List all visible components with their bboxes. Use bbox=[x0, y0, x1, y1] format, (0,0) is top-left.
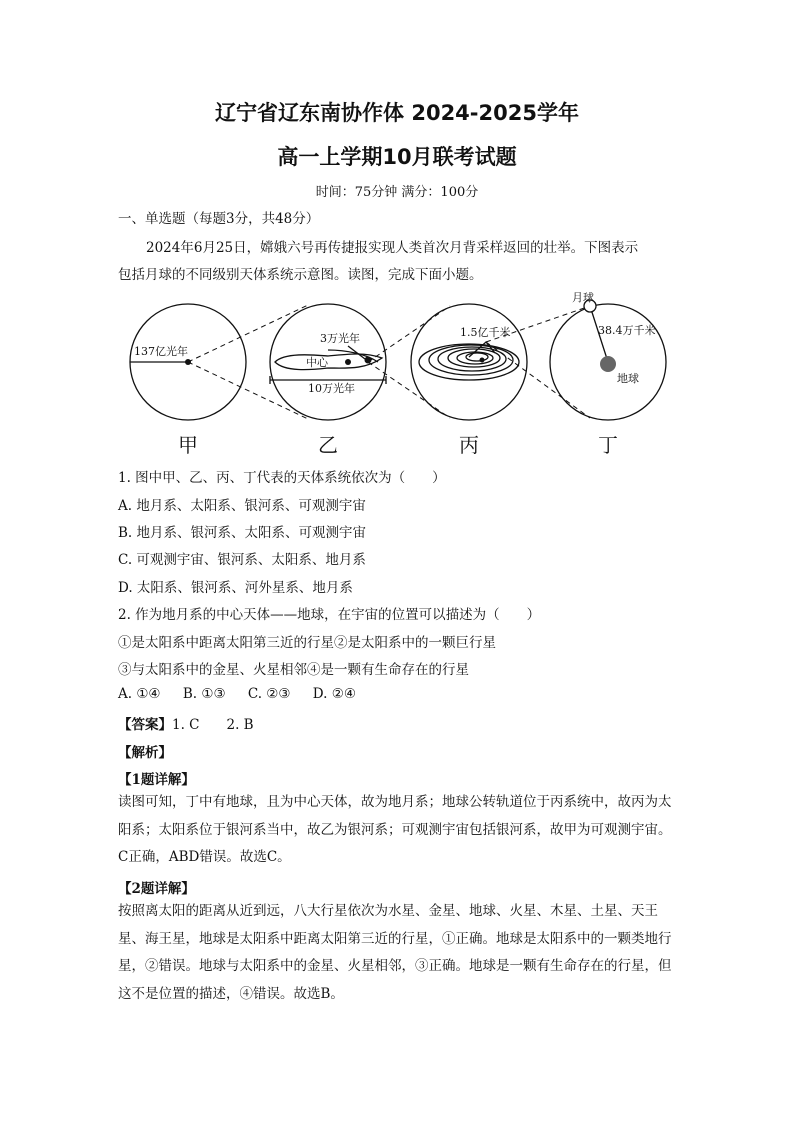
intro-line-1: 2024年6月25日，嫦娥六号再传捷报实现人类首次月背采样返回的壮举。下图表示 bbox=[146, 240, 639, 256]
q2-option-d: D. ②④ bbox=[312, 686, 356, 702]
q1-option-c: C. 可观测宇宙、银河系、太阳系、地月系 bbox=[118, 552, 366, 568]
detail-1-label: 【1题详解】 bbox=[118, 772, 195, 788]
bing-dist-label: 1.5亿千米 bbox=[460, 326, 511, 339]
q2-options bbox=[118, 686, 374, 702]
section-heading: 一、单选题（每题3分，共48分） bbox=[118, 211, 320, 227]
answer-text: 1. C 2. B bbox=[172, 717, 254, 733]
q2-option-a: A. ①④ bbox=[118, 686, 161, 702]
celestial-systems-diagram bbox=[120, 292, 672, 460]
yi-marker-dot bbox=[365, 357, 372, 364]
q2-statement-1: ①是太阳系中距离太阳第三近的行星②是太阳系中的一颗巨行星 bbox=[118, 635, 496, 651]
q2-stem: 2. 作为地月系的中心天体——地球，在宇宙的位置可以描述为（ ） bbox=[118, 607, 541, 623]
detail-2-text: 按照离太阳的距离从近到远，八大行星依次为水星、金星、地球、火星、木星、土星、天王星、海王星，地球是太阳系中距离太阳第三近的行星，①正确。地球是太阳系中的一颗类地行星，②错误。地球与太阳系中的金星、火星相邻，③正确。地球是一颗有生命存在的行星，但这不是位置的描述，④错误。故选B。 bbox=[118, 903, 672, 1002]
bing-sun-dot bbox=[480, 358, 485, 363]
earth-icon bbox=[600, 356, 616, 372]
exam-meta: 时间：75分钟 满分：100分 bbox=[315, 185, 479, 200]
q1-stem: 1. 图中甲、乙、丙、丁代表的天体系统依次为（ ） bbox=[118, 470, 446, 486]
moon-label: 月球 bbox=[572, 292, 594, 304]
analysis-label: 【解析】 bbox=[118, 745, 172, 761]
label-bing: 丙 bbox=[459, 433, 479, 457]
jia-center-dot bbox=[185, 359, 191, 365]
answer-row bbox=[118, 713, 254, 733]
intro-line-2: 包括月球的不同级别天体系统示意图。读图，完成下面小题。 bbox=[118, 267, 483, 283]
detail-1-text: 读图可知，丁中有地球，且为中心天体，故为地月系；地球公转轨道位于丙系统中，故丙为太阳系；太阳系位于银河系当中，故乙为银河系；可观测宇宙包括银河系，故甲为可观测宇宙。C正确，ABD错误。故选C。 bbox=[118, 794, 672, 865]
q2-option-c: C. ②③ bbox=[247, 686, 291, 702]
q1-option-b: B. 地月系、银河系、太阳系、可观测宇宙 bbox=[118, 525, 367, 541]
page-title-line2: 高一上学期10月联考试题 bbox=[277, 145, 517, 169]
q1-option-d: D. 太阳系、银河系、河外星系、地月系 bbox=[118, 580, 353, 596]
detail-2-label: 【2题详解】 bbox=[118, 881, 195, 897]
q1-option-a: A. 地月系、太阳系、银河系、可观测宇宙 bbox=[118, 498, 366, 514]
label-yi: 乙 bbox=[318, 433, 338, 457]
q2-option-b: B. ①③ bbox=[182, 686, 226, 702]
jia-radius-label: 137亿光年 bbox=[134, 345, 188, 358]
earth-moon-dist-label: 38.4万千米 bbox=[598, 324, 656, 337]
earth-label: 地球 bbox=[617, 372, 639, 385]
yi-sun-dot bbox=[345, 359, 351, 365]
yi-center-label: 中心 bbox=[306, 356, 328, 369]
answer-label: 【答案】 bbox=[118, 717, 172, 733]
label-jia: 甲 bbox=[178, 433, 198, 457]
label-ding: 丁 bbox=[598, 433, 618, 457]
q2-statement-2: ③与太阳系中的金星、火星相邻④是一颗有生命存在的行星 bbox=[118, 662, 469, 678]
page-title-line1: 辽宁省辽东南协作体 2024-2025学年 bbox=[215, 101, 579, 125]
bing-circle bbox=[411, 304, 527, 420]
yi-width-label: 10万光年 bbox=[308, 382, 355, 395]
yi-arm-label: 3万光年 bbox=[320, 332, 360, 345]
